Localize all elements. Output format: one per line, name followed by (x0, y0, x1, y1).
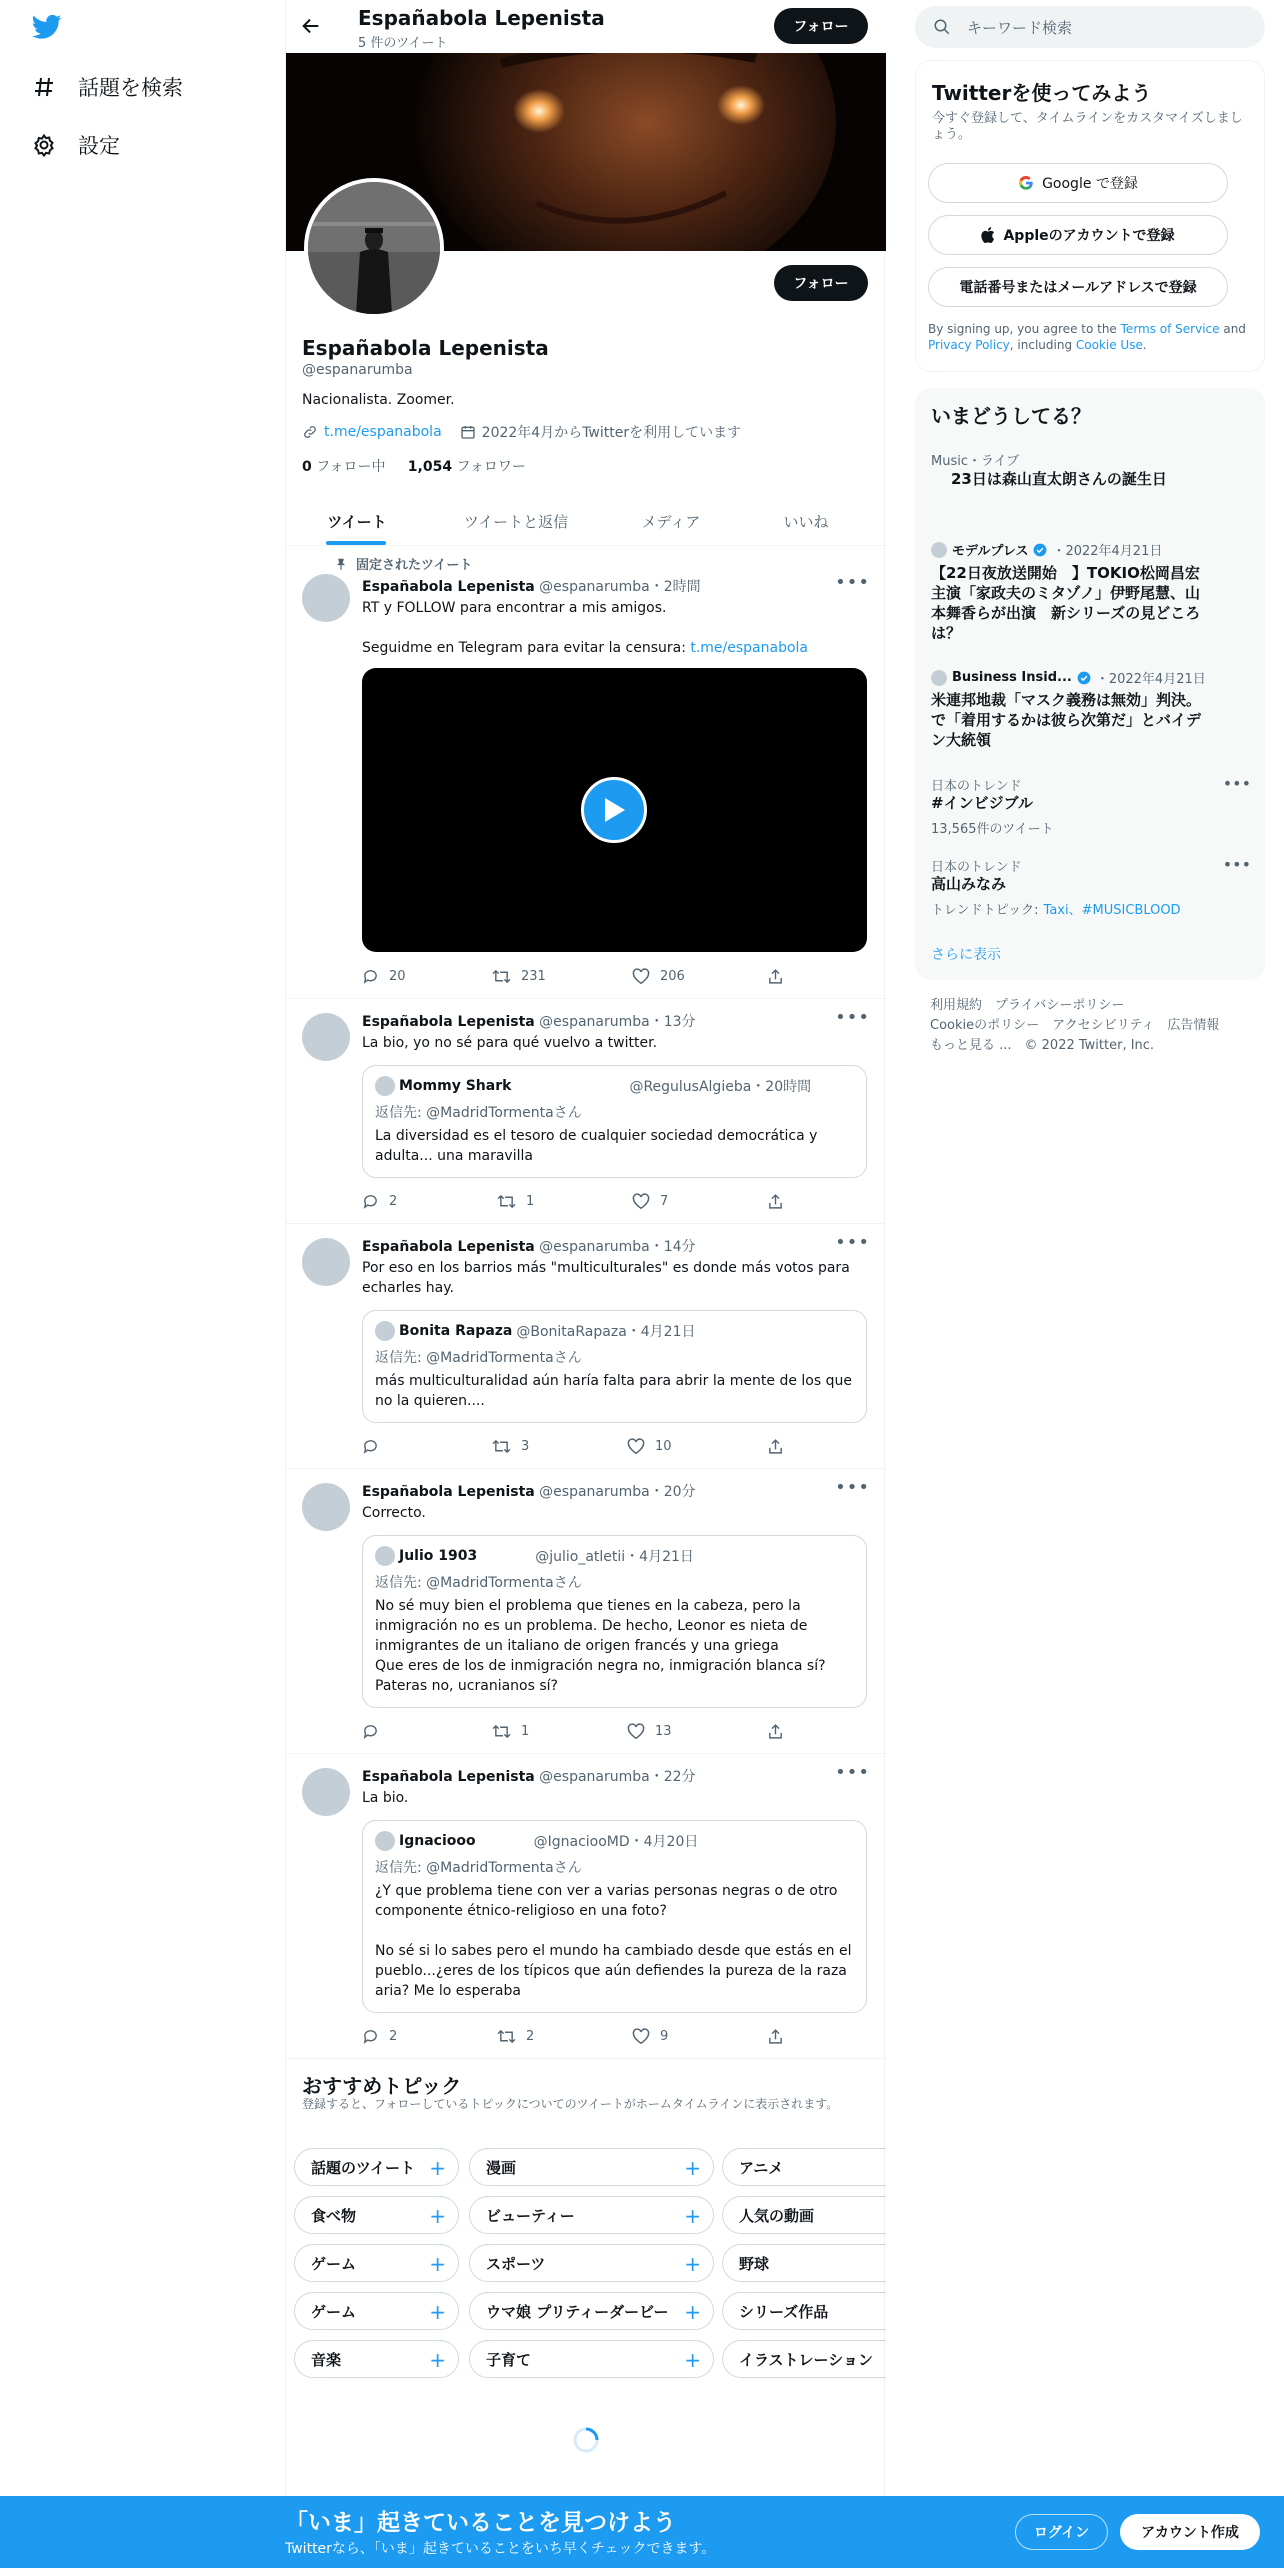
more-options-icon[interactable]: ••• (835, 1477, 870, 1498)
header-title: Españabola Lepenista (358, 6, 605, 30)
topic-chip[interactable]: 人気の動画 (722, 2196, 886, 2234)
like-button[interactable]: 10 (627, 1438, 672, 1455)
tab-tweets-replies[interactable]: ツイートと返信 (463, 512, 569, 531)
heart-icon (632, 968, 650, 985)
nav-explore[interactable] (32, 72, 183, 102)
main-column (285, 0, 885, 2568)
like-button[interactable]: 9 (632, 2028, 668, 2045)
calendar-icon (460, 424, 476, 440)
back-arrow-icon[interactable] (300, 15, 322, 37)
quote-text: No sé muy bien el problema que tienes en la cabeza, pero la inmigración no es un problema. De hecho, Leonor es nieta de inmigrantes de un italiano de origen francés y una griega Que eres de los de inmigración negra no, inmigración blanca sí? Pateras no, ucranianos sí? (375, 1598, 826, 1694)
topic-chip[interactable]: イラストレーション (722, 2340, 886, 2378)
tweet-text: La bio. (362, 1790, 409, 1806)
like-button[interactable]: 13 (627, 1723, 672, 1740)
footer-line[interactable]: Cookieのポリシー アクセシビリティ 広告情報 (930, 1018, 1220, 1033)
trend-title[interactable]: 高山みなみ (931, 875, 1007, 893)
trends-title: いまどうしてる？ (931, 404, 1091, 428)
quote-avatar (375, 1076, 395, 1096)
topic-chip[interactable]: ビューティー + (469, 2196, 714, 2234)
tweet-text: Correcto. (362, 1505, 426, 1521)
play-icon[interactable] (581, 777, 647, 843)
trends-card (915, 388, 1265, 980)
nav-settings[interactable] (32, 130, 120, 160)
more-options-icon[interactable]: ••• (835, 1007, 870, 1028)
plus-icon: + (684, 2348, 701, 2372)
profile-name: Españabola Lepenista (302, 336, 549, 360)
retweet-button[interactable]: 1 (497, 1193, 534, 1210)
trend-context: 日本のトレンド (931, 779, 1022, 794)
trend-title[interactable]: 23日は森山直太朗さんの誕生日 (951, 470, 1167, 488)
share-icon (767, 968, 784, 985)
topic-chip[interactable]: 音楽 + (294, 2340, 459, 2378)
quote-text: más multiculturalidad aún haría falta para abrir la mente de los que no la quieren.... (375, 1373, 857, 1409)
trend-context: Business Insid... ・2022年4月21日 (931, 668, 1206, 687)
more-options-icon[interactable]: ••• (1222, 855, 1251, 874)
tweet-text: RT y FOLLOW para encontrar a mis amigos. Seguidme en Telegram para evitar la censura: t.me/espanabola (362, 600, 809, 656)
profile-bio: Nacionalista. Zoomer. (302, 392, 455, 408)
quote-header: Mommy Shark @RegulusAlgieba・20時間 (375, 1076, 811, 1096)
quoted-tweet[interactable] (362, 1820, 867, 2013)
plus-icon: + (429, 2252, 446, 2276)
trend-topic-link[interactable]: Taxi、#MUSICBLOOD (1043, 903, 1181, 918)
reply-icon (362, 1193, 379, 1210)
quoted-tweet[interactable] (362, 1310, 867, 1423)
tweet-item[interactable] (286, 1469, 886, 1754)
profile-joined: 2022年4月からTwitterを利用しています (481, 425, 742, 441)
plus-icon: + (684, 2156, 701, 2180)
trend-context: モデルプレス ・2022年4月21日 (931, 540, 1162, 559)
tweet-header: Españabola Lepenista @espanarumba・2時間 (362, 579, 701, 595)
trend-meta: 13,565件のツイート (931, 822, 1054, 837)
plus-icon: + (684, 2300, 701, 2324)
quote-text: La diversidad es el tesoro de cualquier sociedad democrática y adulta... una maravilla (375, 1128, 822, 1164)
topic-chip[interactable]: ゲーム + (294, 2244, 459, 2282)
topic-chip[interactable]: シリーズ作品 (722, 2292, 886, 2330)
pin-icon (334, 557, 348, 571)
tweet-text: Por eso en los barrios más "multiculturales" es donde más votos para echarles hay. (362, 1260, 855, 1296)
signup-subtitle: 今すぐ登録して、タイムラインをカスタマイズしましょう。 (932, 111, 1243, 142)
tweet-avatar[interactable] (302, 574, 350, 622)
tweet-text: La bio, yo no sé para qué vuelvo a twitter. (362, 1035, 658, 1051)
reply-icon (362, 968, 379, 985)
privacy-link[interactable]: Privacy Policy (928, 338, 1010, 352)
topic-chip[interactable]: 子育て + (469, 2340, 714, 2378)
signup-terms: By signing up, you agree to the Terms of Service and Privacy Policy, including Cookie Use. (928, 322, 1246, 352)
retweet-icon (492, 1438, 511, 1455)
nav-settings-label: 設定 (78, 134, 120, 158)
tweet-actions (362, 968, 782, 988)
tweet-header: Españabola Lepenista @espanarumba・13分 (362, 1014, 696, 1030)
topic-chip[interactable]: 野球 (722, 2244, 886, 2282)
tweet-header: Españabola Lepenista @espanarumba・14分 (362, 1239, 696, 1255)
topic-chip[interactable]: 食べ物 + (294, 2196, 459, 2234)
share-icon (767, 2028, 784, 2045)
share-button[interactable] (767, 1193, 784, 1210)
plus-icon: + (429, 2300, 446, 2324)
search-placeholder: キーワード検索 (967, 18, 1073, 37)
retweet-icon (497, 1193, 516, 1210)
more-options-icon[interactable]: ••• (835, 572, 870, 593)
tweet-avatar[interactable] (302, 1238, 350, 1286)
topic-chip[interactable]: スポーツ + (469, 2244, 714, 2282)
quote-header: Bonita Rapaza @BonitaRapaza・4月21日 (375, 1321, 696, 1341)
quote-avatar (375, 1321, 395, 1341)
signup-card (915, 60, 1265, 372)
trend-title[interactable]: 【22日夜放送開始 】TOKIO松岡昌宏主演「家政夫のミタゾノ」伊野尾慧、山本舞香らが出演 新シリーズの見どころは？ (931, 564, 1201, 642)
header-follow-button[interactable]: フォロー (774, 8, 868, 44)
topic-chip[interactable]: ゲーム + (294, 2292, 459, 2330)
reply-icon (362, 1438, 379, 1455)
profile-follow-button[interactable]: フォロー (774, 265, 868, 301)
like-button[interactable]: 206 (632, 968, 685, 985)
reply-icon (362, 1723, 379, 1740)
share-button[interactable] (767, 1438, 784, 1455)
quote-reply-to: 返信先: @MadridTormentaさん (375, 1575, 582, 1591)
share-button[interactable] (767, 968, 784, 985)
search-icon (933, 18, 951, 36)
tweet-header: Españabola Lepenista @espanarumba・22分 (362, 1769, 696, 1785)
plus-icon: + (429, 2348, 446, 2372)
tweet-avatar[interactable] (302, 1768, 350, 1816)
quote-avatar (375, 1831, 395, 1851)
tweet-actions (362, 2028, 782, 2048)
quote-header: Julio 1903 @julio_atletii・4月21日 (375, 1546, 694, 1566)
share-button[interactable] (767, 2028, 784, 2045)
header-tweet-count: 5 件のツイート (358, 36, 448, 51)
retweet-button[interactable]: 231 (492, 968, 546, 985)
footer-line[interactable]: 利用規約 プライバシーポリシー (930, 998, 1125, 1013)
trend-context: Music・ライブ (931, 454, 1020, 469)
reply-button[interactable] (362, 1723, 389, 1740)
tweet-link[interactable]: t.me/espanabola (690, 640, 809, 656)
plus-icon: + (429, 2204, 446, 2228)
trend-meta: トレンドトピック: Taxi、#MUSICBLOOD (931, 899, 1181, 918)
quote-reply-to: 返信先: @MadridTormentaさん (375, 1105, 582, 1121)
pinned-indicator: 固定されたツイート (334, 554, 472, 573)
trend-title[interactable]: #インビジブル (931, 794, 1033, 812)
heart-icon (627, 1438, 645, 1455)
tweet-actions (362, 1723, 782, 1743)
hashtag-icon (32, 75, 56, 99)
retweet-button[interactable]: 2 (497, 2028, 534, 2045)
more-options-icon[interactable]: ••• (835, 1762, 870, 1783)
trend-title[interactable]: 米連邦地裁「マスク義務は無効」判決。 で「着用するかは彼ら次第だ」とバイデン大統領 (931, 691, 1209, 749)
more-options-icon[interactable]: ••• (835, 1232, 870, 1253)
cookie-link[interactable]: Cookie Use (1075, 338, 1143, 352)
quoted-tweet[interactable] (362, 1535, 867, 1708)
nav-explore-label: 話題を検索 (78, 76, 183, 100)
retweet-icon (492, 1723, 511, 1740)
tweet-item[interactable] (286, 546, 886, 999)
heart-icon (632, 1193, 650, 1210)
heart-icon (632, 2028, 650, 2045)
source-avatar (931, 542, 947, 558)
tab-tweets[interactable]: ツイート (327, 512, 387, 531)
google-icon (1018, 175, 1034, 191)
show-more-link[interactable]: さらに表示 (931, 947, 1001, 963)
plus-icon: + (429, 2156, 446, 2180)
bottom-bar-subtitle: Twitterなら、「いま」起きていることをいち早くチェックできます。 (285, 2541, 716, 2557)
quote-text: ¿Y que problema tiene con ver a varias personas negras o de otro componente étnico-religioso en una foto? No sé si lo sabes pero el mundo ha cambiado desde que estás en el pueblo...¿eres de los típicos que aún defiendes la pureza de la raza aria? Me lo esperaba (375, 1883, 852, 1999)
topic-chip[interactable]: 話題のツイート + (294, 2148, 459, 2186)
profile-avatar[interactable] (304, 178, 444, 318)
share-icon (767, 1723, 784, 1740)
more-options-icon[interactable]: ••• (1222, 774, 1251, 793)
bottom-bar-title: 「いま」起きていることを見つけよう (285, 2510, 676, 2536)
phone-email-signup-button[interactable]: 電話番号またはメールアドレスで登録 (928, 267, 1228, 307)
link-icon (302, 424, 318, 440)
reply-button[interactable] (362, 1438, 389, 1455)
retweet-icon (497, 2028, 516, 2045)
bottom-signup-bar (0, 2496, 1284, 2568)
like-button[interactable]: 7 (632, 1193, 668, 1210)
reply-button[interactable]: 20 (362, 968, 406, 985)
topic-chip[interactable]: 漫画 + (469, 2148, 714, 2186)
topic-chip[interactable]: アニメ (722, 2148, 886, 2186)
tab-likes[interactable]: いいね (783, 512, 829, 531)
quote-reply-to: 返信先: @MadridTormentaさん (375, 1350, 582, 1366)
follow-stats (302, 456, 526, 476)
search-input[interactable] (915, 6, 1265, 48)
quote-avatar (375, 1546, 395, 1566)
terms-link[interactable]: Terms of Service (1120, 322, 1220, 336)
reply-button[interactable]: 2 (362, 1193, 397, 1210)
tweet-item[interactable] (286, 1224, 886, 1469)
plus-icon: + (684, 2252, 701, 2276)
google-signup-button[interactable]: Google で登録 (928, 163, 1228, 203)
retweet-button[interactable]: 3 (492, 1438, 529, 1455)
share-icon (767, 1193, 784, 1210)
active-tab-indicator (326, 541, 386, 545)
verified-icon (1077, 671, 1091, 685)
verified-icon (1033, 543, 1047, 557)
apple-icon (981, 227, 995, 243)
tweet-item[interactable] (286, 1754, 886, 2059)
reply-button[interactable]: 2 (362, 2028, 397, 2045)
plus-icon: + (684, 2204, 701, 2228)
left-navigation (0, 0, 285, 2568)
profile-tabs (286, 496, 886, 546)
source-avatar (931, 670, 947, 686)
retweet-button[interactable]: 1 (492, 1723, 529, 1740)
tab-media[interactable]: メディア (641, 512, 701, 531)
profile-link[interactable]: t.me/espanabola (324, 424, 442, 440)
tweet-avatar[interactable] (302, 1013, 350, 1061)
topics-subtitle: 登録すると、フォローしているトピックについてのツイートがホームタイムラインに表示されます。 (302, 2097, 839, 2111)
profile-header-bar (286, 0, 886, 53)
reply-icon (362, 2028, 379, 2045)
followers-link[interactable]: 1,054 フォロワー (407, 459, 526, 475)
footer-line[interactable]: もっと見る ... © 2022 Twitter, Inc. (930, 1038, 1155, 1053)
gear-icon (32, 133, 56, 157)
video-player[interactable] (362, 668, 867, 952)
login-button[interactable]: ログイン (1015, 2514, 1108, 2550)
footer-links (930, 996, 1250, 1056)
profile-meta (302, 422, 741, 442)
twitter-logo-icon[interactable] (32, 14, 62, 40)
share-button[interactable] (767, 1723, 784, 1740)
tweet-actions (362, 1438, 782, 1458)
loading-spinner-icon (572, 2426, 600, 2454)
signup-button[interactable]: アカウント作成 (1120, 2514, 1260, 2550)
signup-title: Twitterを使ってみよう (932, 81, 1152, 105)
apple-signup-button[interactable]: Appleのアカウントで登録 (928, 215, 1228, 255)
trend-context: 日本のトレンド (931, 860, 1022, 875)
tweet-actions (362, 1193, 782, 1213)
share-icon (767, 1438, 784, 1455)
tweet-item[interactable] (286, 999, 886, 1224)
tweet-header: Españabola Lepenista @espanarumba・20分 (362, 1484, 696, 1500)
following-link[interactable]: 0 フォロー中 (302, 459, 386, 475)
retweet-icon (492, 968, 511, 985)
quote-reply-to: 返信先: @MadridTormentaさん (375, 1860, 582, 1876)
topics-title: おすすめトピック (302, 2074, 462, 2098)
profile-handle: @espanarumba (302, 362, 413, 378)
quote-header: Ignaciooo @IgnaciooMD・4月20日 (375, 1831, 698, 1851)
quoted-tweet[interactable] (362, 1065, 867, 1178)
tweet-avatar[interactable] (302, 1483, 350, 1531)
topic-chip[interactable]: ウマ娘 プリティーダービー + (469, 2292, 714, 2330)
heart-icon (627, 1723, 645, 1740)
